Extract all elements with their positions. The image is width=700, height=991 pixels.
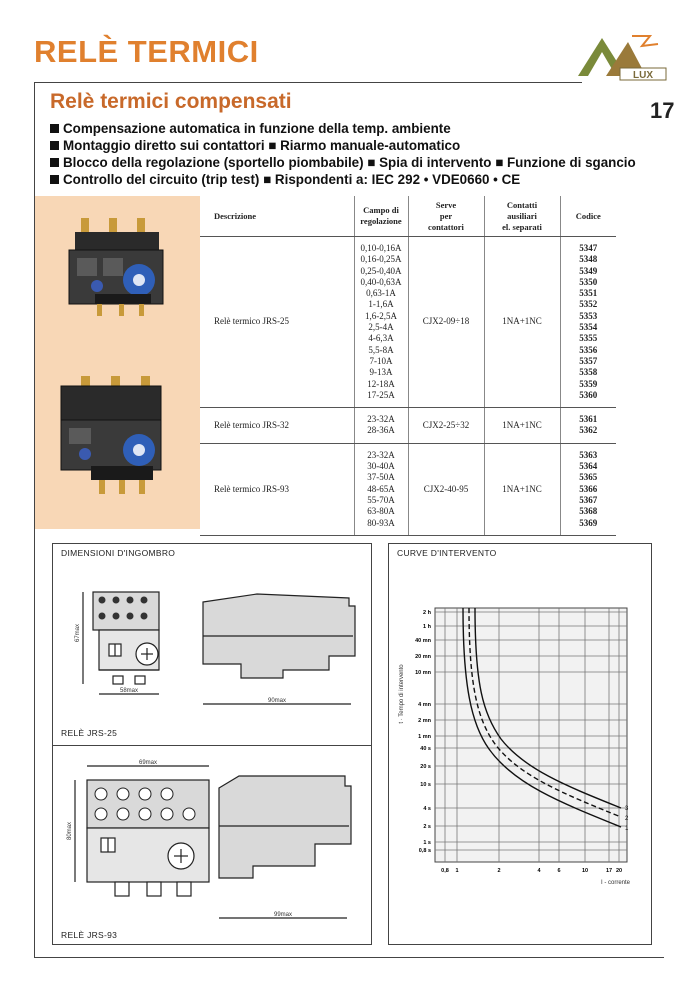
cell-descrizione: Relè termico JRS-93 [200, 443, 354, 535]
range-value: 4-6,3A [368, 333, 394, 344]
code-value: 5354 [579, 322, 598, 333]
range-value: 0,10-0,16A [360, 243, 402, 253]
range-value: 0,25-0,40A [360, 265, 402, 276]
code-value: 5353 [579, 310, 598, 321]
curve-label-3: 3 [625, 806, 629, 812]
cell-ranges [354, 408, 408, 444]
table-row [200, 443, 616, 535]
feature-line-1: Compensazione automatica in funzione della temp. ambiente [50, 121, 451, 136]
y-tick-label: 10 s [420, 782, 431, 788]
code-value: 5362 [579, 425, 598, 436]
cell-contattori: CJX2-09÷18 [408, 237, 484, 408]
code-value: 5361 [579, 414, 598, 425]
cell-descrizione: Relè termico JRS-25 [200, 237, 354, 408]
page-title: RELÈ TERMICI [34, 34, 259, 69]
section-title: Relè termici compensati [50, 90, 292, 113]
range-value: 0,63-1A [366, 288, 396, 299]
cell-descrizione: Relè termico JRS-32 [200, 408, 354, 444]
code-value: 5365 [579, 472, 598, 483]
code-value: 5350 [579, 276, 598, 287]
y-tick-label: 40 s [420, 746, 431, 752]
range-value: 80-93A [367, 517, 395, 528]
range-value: 17-25A [367, 389, 395, 400]
jrs25-dimension-drawing [53, 544, 371, 744]
relay-jrs25-photo [69, 218, 163, 316]
x-tick-label: 20 [615, 868, 623, 874]
range-value: 1-1,6A [368, 299, 394, 310]
range-value: 48-65A [367, 483, 395, 494]
code-value: 5351 [579, 288, 598, 299]
code-value: 5349 [579, 265, 598, 276]
code-value: 5355 [579, 333, 598, 344]
y-tick-label: 2 s [423, 824, 431, 830]
curves-x-axis-label: I - corrente [601, 880, 631, 886]
jrs93-dimension-drawing [53, 746, 371, 944]
y-tick-label: 0,8 s [418, 848, 431, 854]
y-tick-label: 1 h [423, 624, 431, 630]
code-value: 5368 [579, 506, 598, 517]
code-value: 5359 [579, 378, 598, 389]
y-tick-label: 10 mn [415, 670, 431, 676]
x-tick-label: 4 [537, 868, 541, 874]
code-value: 5358 [579, 367, 598, 378]
y-tick-label: 1 mn [418, 734, 431, 740]
range-value: 23-32A [367, 414, 395, 425]
header-contatti: Contatti ausiliari el. separati [484, 196, 560, 237]
code-value: 5367 [579, 494, 598, 505]
x-tick-label: 0,8 [441, 868, 449, 874]
range-value: 12-18A [367, 378, 395, 389]
curve-label-1: 1 [625, 826, 629, 832]
jrs93-dim-top: 69max [138, 760, 158, 766]
range-value: 2,5-4A [368, 322, 394, 333]
feature-line-3: Blocco della regolazione (sportello piombabile) ■ Spia di intervento ■ Funzione di sgancio [50, 155, 636, 170]
jrs93-dim-height: 80max [67, 821, 73, 840]
page-number: 17 [650, 98, 675, 123]
range-value: 7-10A [369, 355, 393, 366]
code-value: 5352 [579, 299, 598, 310]
bullet-square-icon [50, 158, 59, 167]
range-value: 28-36A [367, 425, 395, 436]
x-tick-label: 2 [497, 868, 501, 874]
cell-codes [560, 443, 616, 535]
range-value: 0,40-0,63A [360, 276, 402, 287]
cell-codes [560, 237, 616, 408]
y-tick-label: 20 s [420, 764, 431, 770]
range-value: 63-80A [367, 506, 395, 517]
jrs25-dim-height: 67max [75, 623, 81, 642]
range-value: 5,5-8A [368, 344, 394, 355]
header-campo: Campo di regolazione [354, 196, 408, 237]
code-value: 5348 [579, 254, 598, 265]
code-value: 5360 [579, 389, 598, 400]
x-tick-label: 6 [557, 868, 561, 874]
range-value: 23-32A [367, 449, 395, 460]
ar-lux-logo [576, 32, 668, 84]
code-value: 5366 [579, 483, 598, 494]
y-tick-label: 2 h [423, 610, 431, 616]
range-value: 1,6-2,5A [365, 310, 397, 321]
table-row [200, 408, 616, 444]
x-tick-label: 10 [581, 868, 589, 874]
x-tick-label: 1 [455, 868, 459, 874]
curves-box [388, 543, 652, 945]
code-value: 5347 [579, 243, 598, 253]
table-header-row [200, 196, 616, 237]
jrs93-caption: RELÈ JRS-93 [61, 930, 118, 940]
logo-text: LUX [633, 70, 653, 81]
range-value: 55-70A [367, 494, 395, 505]
bullet-square-icon [50, 141, 59, 150]
relay-jrs93-photo [61, 376, 161, 494]
cell-contattori: CJX2-25÷32 [408, 408, 484, 444]
y-tick-label: 20 mn [415, 654, 431, 660]
header-descrizione: Descrizione [200, 196, 354, 237]
code-value: 5364 [579, 461, 598, 472]
y-tick-label: 40 mn [415, 638, 431, 644]
tripping-curve-chart [389, 544, 651, 944]
range-value: 9-13A [369, 367, 393, 378]
jrs25-dim-side-width: 90max [267, 698, 287, 704]
range-value: 37-50A [367, 472, 395, 483]
cell-contatti: 1NA+1NC [484, 237, 560, 408]
y-tick-label: 2 mn [418, 718, 431, 724]
y-tick-label: 4 s [423, 806, 431, 812]
feature-line-4: Controllo del circuito (trip test) ■ Rispondenti a: IEC 292 • VDE0660 • CE [50, 172, 520, 187]
y-tick-label: 4 mn [418, 702, 431, 708]
dimensions-box [52, 543, 372, 945]
code-value: 5357 [579, 355, 598, 366]
table-row [200, 237, 616, 408]
cell-contatti: 1NA+1NC [484, 408, 560, 444]
product-image-panel [35, 196, 200, 529]
range-value: 0,16-0,25A [360, 254, 402, 265]
x-tick-label: 17 [605, 868, 613, 874]
range-value: 30-40A [367, 461, 395, 472]
jrs93-dim-side-width: 99max [273, 912, 293, 918]
header-codice: Codice [560, 196, 616, 237]
cell-ranges [354, 443, 408, 535]
curve-label-2: 2 [625, 816, 629, 822]
bullet-square-icon [50, 124, 59, 133]
jrs25-dim-front-width: 58max [119, 688, 139, 694]
code-value: 5356 [579, 344, 598, 355]
frame-line-top [34, 82, 582, 83]
code-value: 5369 [579, 517, 598, 528]
bullet-square-icon [50, 175, 59, 184]
dimensions-title: DIMENSIONI D'INGOMBRO [61, 548, 176, 558]
frame-line-bottom [34, 957, 664, 958]
cell-contattori: CJX2-40-95 [408, 443, 484, 535]
code-value: 5363 [579, 449, 598, 460]
cell-contatti: 1NA+1NC [484, 443, 560, 535]
spec-table [200, 196, 616, 536]
curves-title: CURVE D'INTERVENTO [397, 548, 497, 558]
y-tick-label: 1 s [423, 840, 431, 846]
jrs25-caption: RELÈ JRS-25 [61, 728, 118, 738]
curves-y-axis-label: t · Tempo di intervento [399, 664, 405, 724]
header-serve: Serve per contattori [408, 196, 484, 237]
cell-ranges [354, 237, 408, 408]
cell-codes [560, 408, 616, 444]
feature-line-2: Montaggio diretto sui contattori ■ Riarmo manuale-automatico [50, 138, 460, 153]
